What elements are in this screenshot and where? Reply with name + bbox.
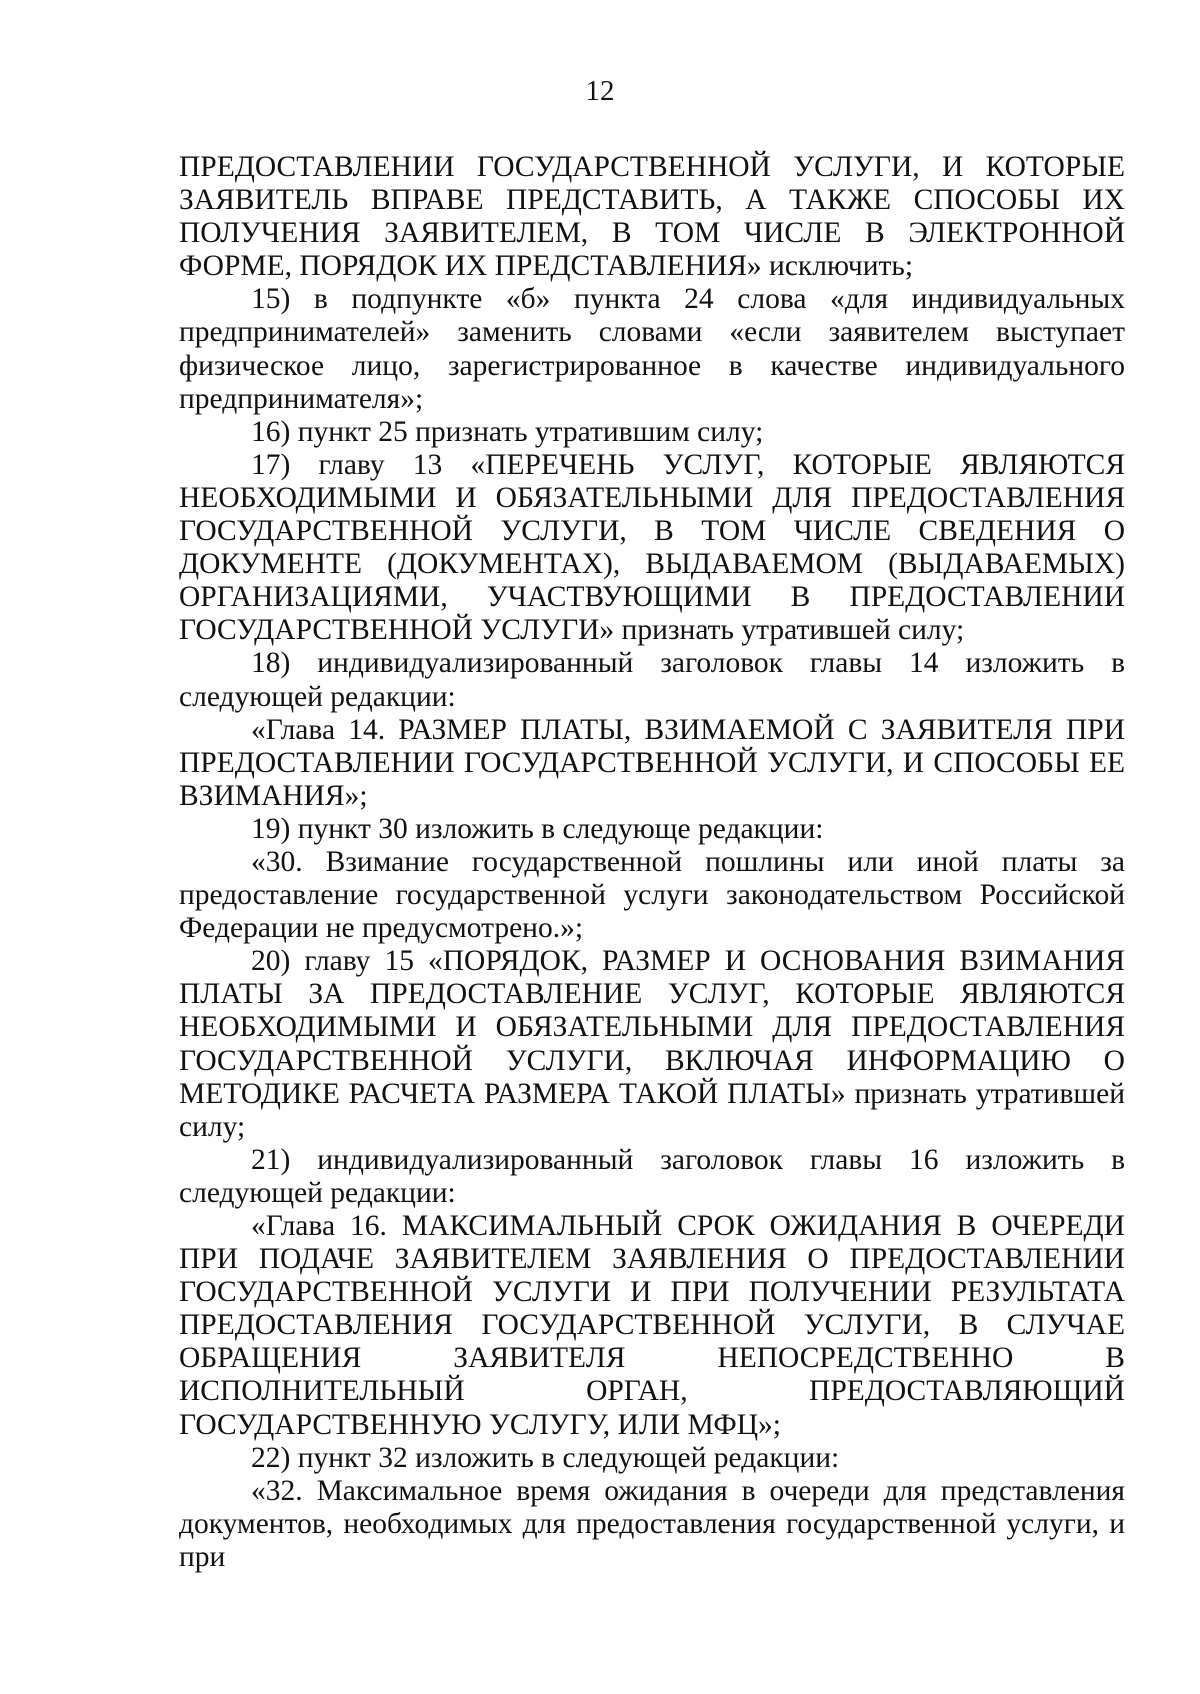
paragraph-item-18: 18) индивидуализированный заголовок главы 14 изложить в следующей редакции: (179, 647, 1125, 713)
paragraph-quote-point-30: «30. Взимание государственной пошлины или иной платы за предоставление государственной услуги законодательством Российской Федерации не предусмотрено.»; (179, 845, 1125, 945)
page-number: 12 (585, 75, 615, 107)
paragraph-quote-chapter-14: «Глава 14. РАЗМЕР ПЛАТЫ, ВЗИМАЕМОЙ С ЗАЯВИТЕЛЯ ПРИ ПРЕДОСТАВЛЕНИИ ГОСУДАРСТВЕННОЙ УСЛУГИ, И СПОСОБЫ ЕЕ ВЗИМАНИЯ»; (179, 713, 1125, 812)
document-body (179, 151, 1125, 1574)
paragraph-quote-point-32: «32. Максимальное время ожидания в очереди для представления документов, необходимых для предоставления государственной услуги, и при (179, 1474, 1125, 1573)
paragraph-item-21: 21) индивидуализированный заголовок главы 16 изложить в следующей редакции: (179, 1143, 1125, 1209)
paragraph-item-16: 16) пункт 25 признать утратившим силу; (251, 415, 764, 448)
paragraph-item-22: 22) пункт 32 изложить в следующей редакции: (251, 1441, 840, 1474)
paragraph-item-17: 17) главу 13 «ПЕРЕЧЕНЬ УСЛУГ, КОТОРЫЕ ЯВЛЯЮТСЯ НЕОБХОДИМЫМИ И ОБЯЗАТЕЛЬНЫМИ ДЛЯ ПРЕДОСТАВЛЕНИЯ ГОСУДАРСТВЕННОЙ УСЛУГИ, В ТОМ ЧИСЛЕ СВЕДЕНИЯ О ДОКУМЕНТЕ (ДОКУМЕНТАХ), ВЫДАВАЕМОМ (ВЫДАВАЕМЫХ) ОРГАНИЗАЦИЯМИ, УЧАСТВУЮЩИМИ В ПРЕДОСТАВЛЕНИИ ГОСУДАРСТВЕННОЙ УСЛУГИ» признать утратившей силу; (179, 448, 1125, 647)
paragraph-item-20: 20) главу 15 «ПОРЯДОК, РАЗМЕР И ОСНОВАНИЯ ВЗИМАНИЯ ПЛАТЫ ЗА ПРЕДОСТАВЛЕНИЕ УСЛУГ, КОТОРЫЕ ЯВЛЯЮТСЯ НЕОБХОДИМЫМИ И ОБЯЗАТЕЛЬНЫМИ ДЛЯ ПРЕДОСТАВЛЕНИЯ ГОСУДАРСТВЕННОЙ УСЛУГИ, ВКЛЮЧАЯ ИНФОРМАЦИЮ О МЕТОДИКЕ РАСЧЕТА РАЗМЕРА ТАКОЙ ПЛАТЫ» признать утратившей силу; (179, 945, 1125, 1143)
paragraph-item-15: 15) в подпункте «б» пункта 24 слова «для индивидуальных предпринимателей» заменить словами «если заявителем выступает физическое лицо, зарегистрированное в качестве индивидуального предпринимателя»; (179, 283, 1125, 415)
paragraph-quote-chapter-16: «Глава 16. МАКСИМАЛЬНЫЙ СРОК ОЖИДАНИЯ В ОЧЕРЕДИ ПРИ ПОДАЧЕ ЗАЯВИТЕЛЕМ ЗАЯВЛЕНИЯ О ПРЕДОСТАВЛЕНИИ ГОСУДАРСТВЕННОЙ УСЛУГИ И ПРИ ПОЛУЧЕНИИ РЕЗУЛЬТАТА ПРЕДОСТАВЛЕНИЯ ГОСУДАРСТВЕННОЙ УСЛУГИ, В СЛУЧАЕ ОБРАЩЕНИЯ ЗАЯВИТЕЛЯ НЕПОСРЕДСТВЕННО В ИСПОЛНИТЕЛЬНЫЙ ОРГАН, ПРЕДОСТАВЛЯЮЩИЙ ГОСУДАРСТВЕННУЮ УСЛУГУ, ИЛИ МФЦ»; (179, 1210, 1125, 1441)
paragraph-continuation: ПРЕДОСТАВЛЕНИИ ГОСУДАРСТВЕННОЙ УСЛУГИ, И КОТОРЫЕ ЗАЯВИТЕЛЬ ВПРАВЕ ПРЕДСТАВИТЬ, А ТАКЖЕ СПОСОБЫ ИХ ПОЛУЧЕНИЯ ЗАЯВИТЕЛЕМ, В ТОМ ЧИСЛЕ В ЭЛЕКТРОННОЙ ФОРМЕ, ПОРЯДОК ИХ ПРЕДСТАВЛЕНИЯ» исключить; (179, 151, 1125, 283)
paragraph-item-19: 19) пункт 30 изложить в следующе редакции: (251, 812, 824, 845)
